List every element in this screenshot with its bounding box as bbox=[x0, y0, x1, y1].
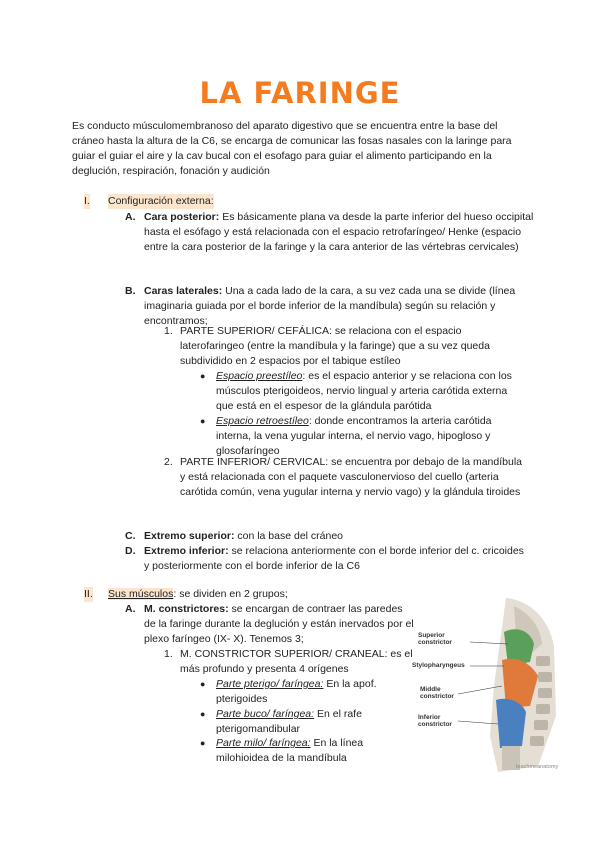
bullet-label: Parte milo/ faríngea: bbox=[216, 737, 311, 749]
label-middle-constrictor: Middle constrictor bbox=[420, 686, 454, 700]
subitem-parte-superior bbox=[164, 324, 515, 369]
inferior-constrictor-shape bbox=[496, 699, 526, 748]
page-title: LA FARINGE bbox=[199, 76, 401, 110]
item-caras-laterales bbox=[125, 284, 529, 329]
section-1-title: Configuración externa: bbox=[108, 195, 214, 207]
item-marker: C. bbox=[125, 530, 136, 542]
item-marker: A. bbox=[125, 211, 136, 223]
item-marker: B. bbox=[125, 285, 136, 297]
intro-paragraph: Es conducto músculomembranoso del aparato digestivo que se encuentra entre la base del cráneo hasta la altura de la C6, se encarga de comunicar las fosas nasales con la laringe para guiar el guiar el aire y la cav bucal con el esofago para guiar el alimento participando en la deglución, respiración, fonación y audición bbox=[72, 120, 512, 177]
item-text: se relaciona anteriormente con el borde inferior del c. cricoides y posteriormente con el borde inferior de la C6 bbox=[144, 545, 524, 572]
item-label: Extremo inferior: bbox=[144, 545, 229, 557]
pharynx-muscles-figure bbox=[412, 596, 559, 774]
item-text: Una a cada lado de la cara, a su vez cada una se divide (línea imaginaria guiada por el borde inferior de la mandíbula) según su relación y encontramos; bbox=[144, 285, 516, 327]
subitem-parte-inferior bbox=[164, 455, 530, 500]
pharynx-illustration bbox=[418, 596, 558, 774]
section-2-title-wrap bbox=[108, 587, 288, 602]
item-text: Es básicamente plana va desde la parte inferior del hueso occipital hasta el esófago y está relacionada con el espacio retrofaríngeo/ Henke (espacio entre la cara posterior de la faringe y la cara anterior de las vértebras cervicales) bbox=[144, 211, 534, 253]
bullet-text: : es el espacio anterior y se relaciona con los músculos pterigoideos, nervio lingual y arteria carótida externa que está en el espesor de la glándula parótida bbox=[216, 370, 512, 412]
subitem-number: 2. bbox=[164, 456, 173, 468]
subitem-text: PARTE SUPERIOR/ CEFÁLICA: se relaciona con el espacio laterofaringeo (entre la mandíbula y la faringe) que a su vez queda subdividido en 2 espacios por el tabique estíleo bbox=[180, 325, 490, 367]
bullet-icon: ● bbox=[200, 738, 206, 748]
item-label: Extremo superior: bbox=[144, 530, 235, 542]
bullet-label: Parte pterigo/ faríngea: bbox=[216, 678, 324, 690]
bullet-icon: ● bbox=[200, 709, 206, 719]
bullet-label: Espacio preestíleo bbox=[216, 370, 303, 382]
item-text: con la base del cráneo bbox=[234, 530, 344, 542]
bullet-retroestileo bbox=[200, 414, 516, 459]
bullet-label: Espacio retroestíleo bbox=[216, 415, 309, 427]
subitem-number: 1. bbox=[164, 325, 173, 337]
section-2-title: Sus músculos bbox=[108, 588, 174, 600]
label-superior-constrictor: Superior constrictor bbox=[418, 632, 452, 646]
bullet-milo-faringea bbox=[200, 736, 406, 766]
bullet-label: Parte buco/ faríngea: bbox=[216, 708, 315, 720]
section-2-number: II. bbox=[84, 588, 93, 600]
item-marker: D. bbox=[125, 545, 136, 557]
item-m-constrictores bbox=[125, 602, 416, 647]
subitem-number: 1. bbox=[164, 648, 173, 660]
item-extremo-inferior bbox=[125, 544, 524, 574]
item-cara-posterior bbox=[125, 210, 534, 255]
bullet-buco-faringea bbox=[200, 707, 406, 737]
subitem-text: M. CONSTRICTOR SUPERIOR/ CRANEAL: es el más profundo y presenta 4 orígenes bbox=[180, 648, 413, 675]
section-2-title-rest: : se dividen en 2 grupos; bbox=[173, 588, 288, 600]
label-inferior-constrictor: Inferior constrictor bbox=[418, 714, 452, 728]
subitem-text: PARTE INFERIOR/ CERVICAL: se encuentra por debajo de la mandíbula y está relacionada con el paquete vasculonervioso del cuello (arteria carótida común, vena yugular interna y nervio vago) y la glándula tiroides bbox=[180, 456, 523, 498]
bullet-text: En la línea milohioidea de la mandíbula bbox=[216, 737, 364, 764]
bullet-text: En la apof. pterigoides bbox=[216, 678, 377, 705]
item-label: Caras laterales: bbox=[144, 285, 223, 297]
item-label: M. constrictores: bbox=[144, 603, 229, 615]
bullet-icon: ● bbox=[200, 416, 206, 426]
subitem-constrictor-superior bbox=[164, 647, 416, 677]
bullet-text: En el rafe pterigomandibular bbox=[216, 708, 362, 735]
section-1-number: I. bbox=[84, 195, 90, 207]
item-text: se encargan de contraer las paredes de la faringe durante la deglución y están inervados por el plexo faríngeo (IX- X). Tenemos 3; bbox=[144, 603, 414, 645]
bullet-icon: ● bbox=[200, 679, 206, 689]
item-marker: A. bbox=[125, 603, 136, 615]
bullet-text: : donde encontramos la arteria carótida interna, la vena yugular interna, el nervio vago, hipogloso y glosofaríngeo bbox=[216, 415, 492, 457]
item-extremo-superior bbox=[125, 529, 524, 544]
label-stylopharyngeus: Stylopharyngeus bbox=[412, 662, 465, 669]
figure-watermark: teachmeanatomy bbox=[516, 764, 559, 770]
item-label: Cara posterior: bbox=[144, 211, 220, 223]
bullet-preestileo bbox=[200, 369, 516, 414]
bullet-icon: ● bbox=[200, 371, 206, 381]
bullet-pterigo-faringea bbox=[200, 677, 406, 707]
